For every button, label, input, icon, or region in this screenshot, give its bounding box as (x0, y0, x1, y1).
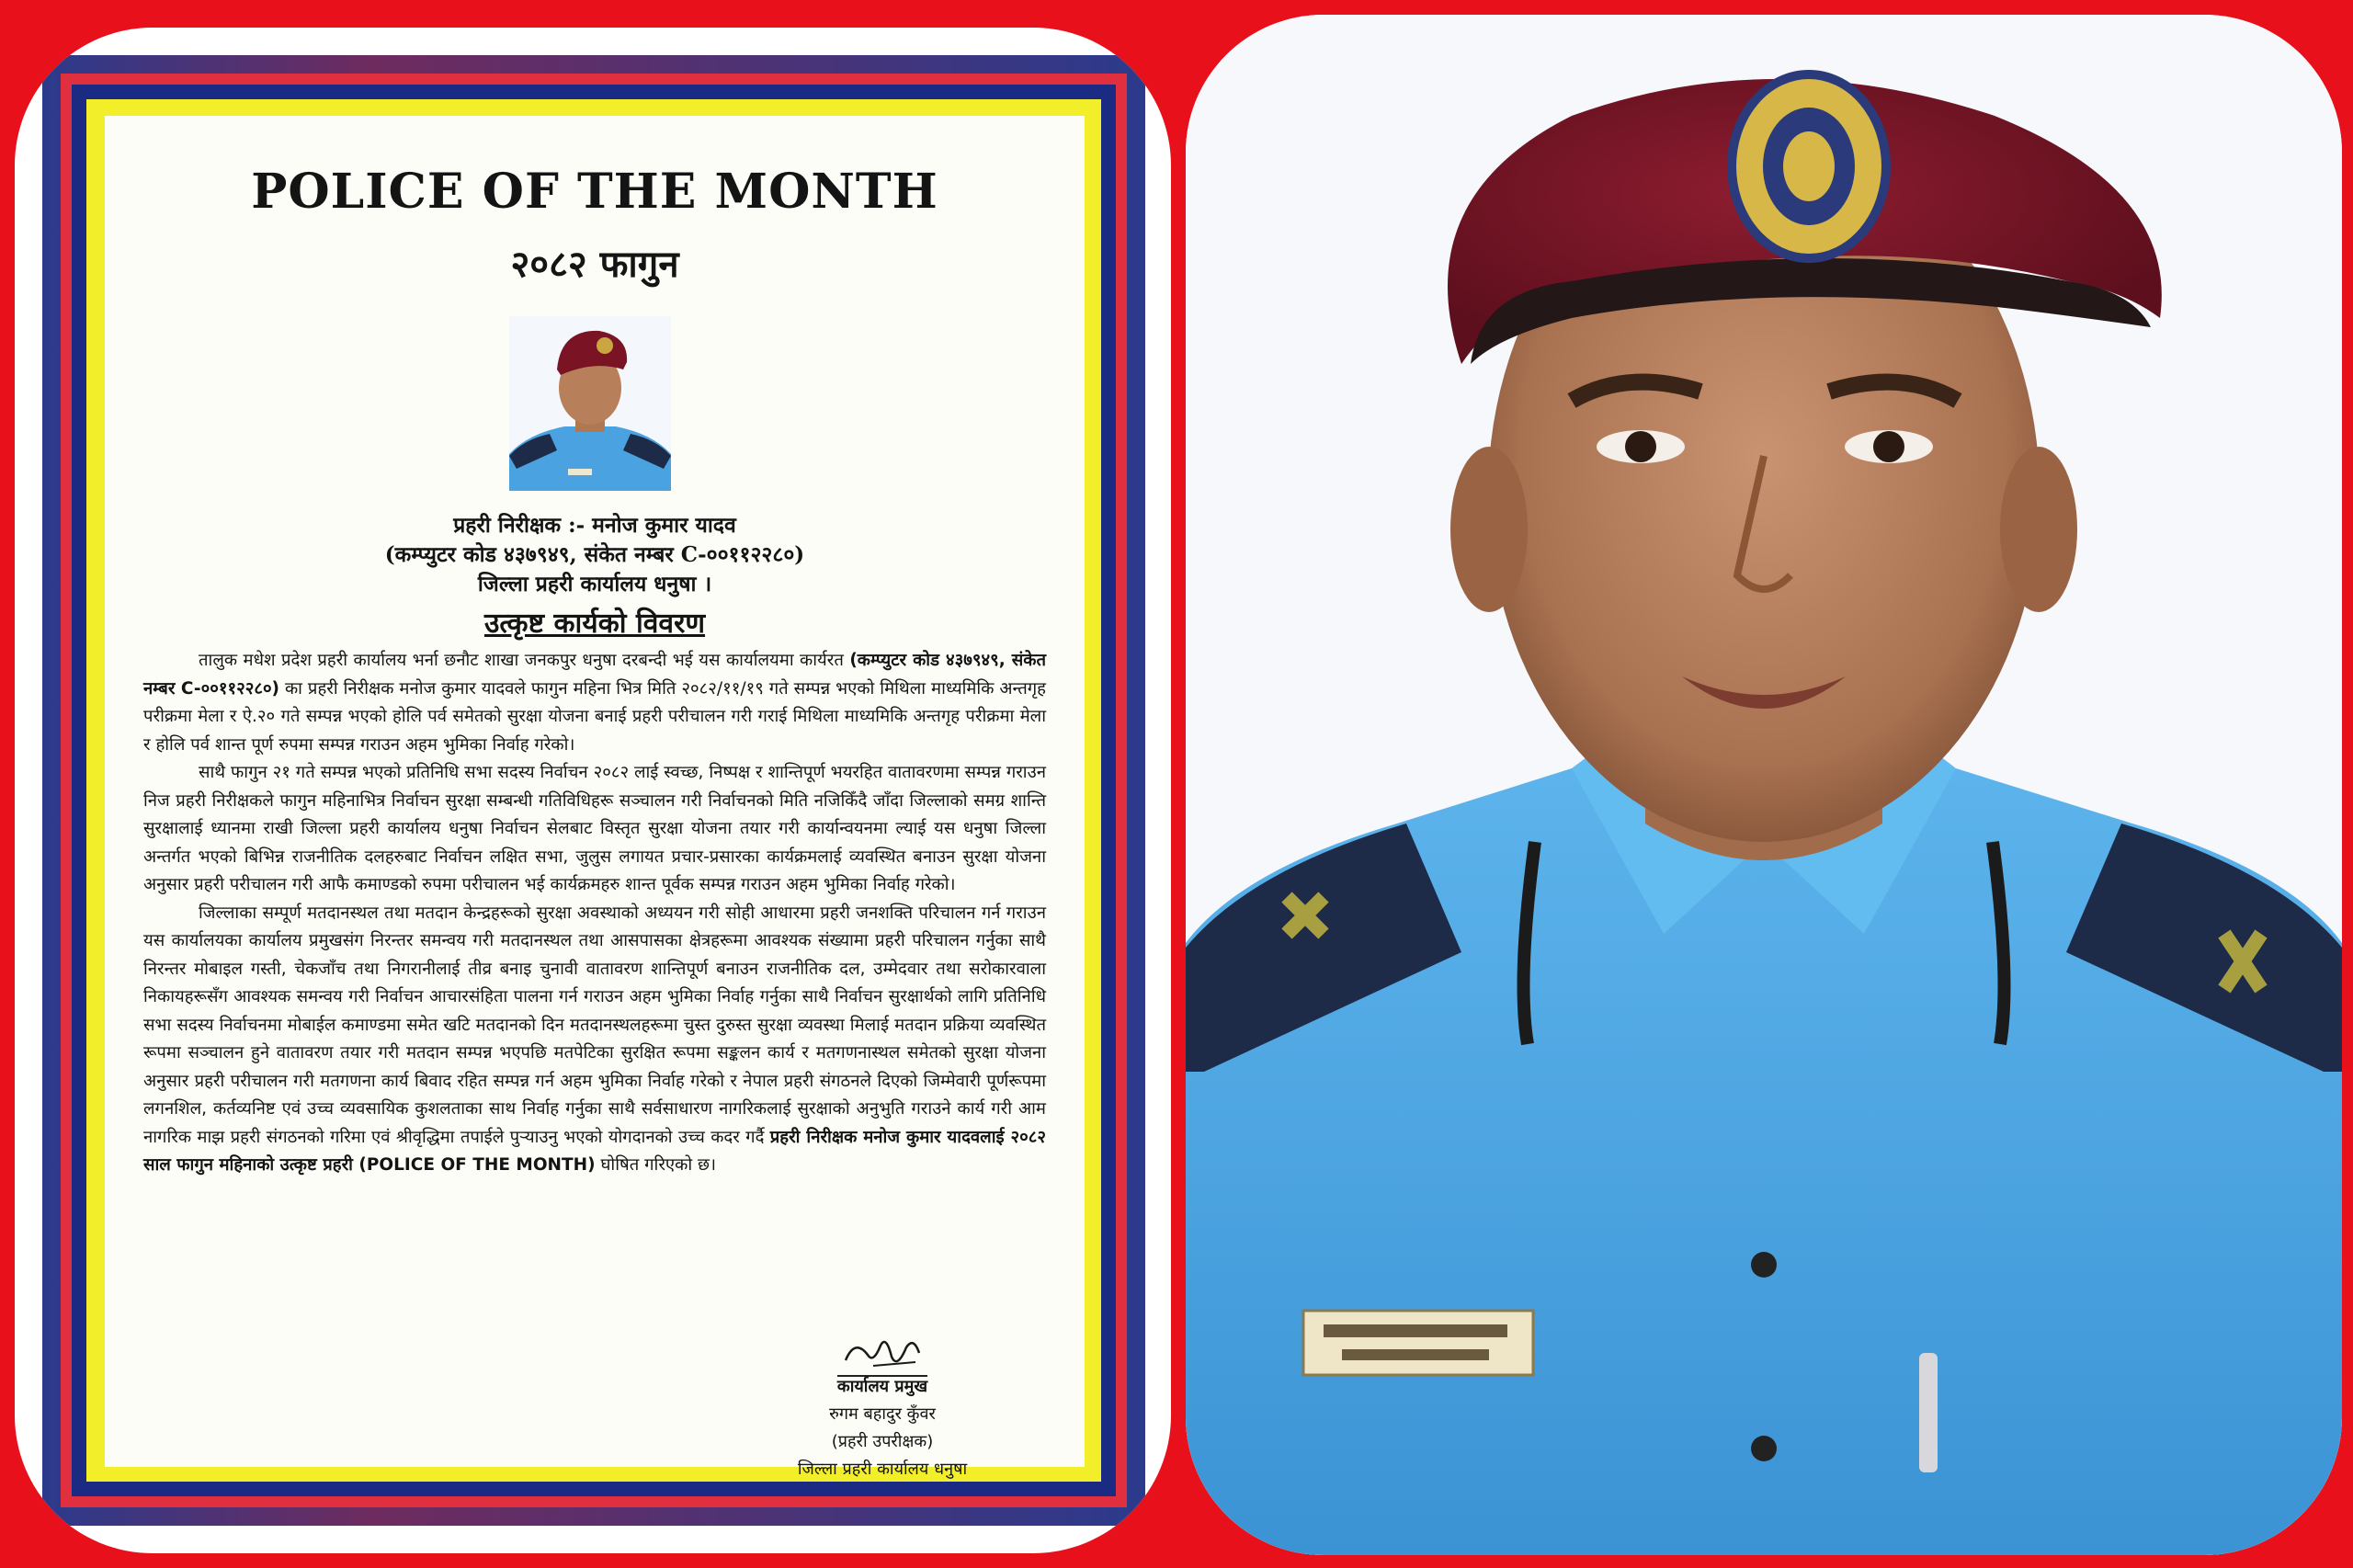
signature-office: जिल्ला प्रहरी कार्यालय धनुषा (797, 1460, 968, 1479)
handwritten-signature (745, 1329, 1020, 1373)
paragraph-1: तालुक मधेश प्रदेश प्रहरी कार्यालय भर्ना छनौट शाखा जनकपुर धनुषा दरबन्दी भई यस कार्यालयमा कार्यरत (कम्प्युटर कोड ४३७९४९, संकेत नम्बर C-००११२२८०) का प्रहरी निरीक्षक मनोज कुमार यादवले फागुन महिना भित्र मिति २०८२/११/१९ गते सम्पन्न भएको मिथिला माध्यमिकि अन्तगृह परीक्रमा मेला र ऐ.२० गते सम्पन्न भएको होलि पर्व समेतको सुरक्षा योजना बनाई प्रहरी परीचालन गरी गराई मिथिला माध्यमिकि अन्तगृह परीक्रमा मेला र होलि पर्व शान्त पूर्ण रुपमा सम्पन्न गराउन अहम भुमिका निर्वाह गरेको। (143, 651, 1046, 755)
poster-frame (15, 28, 1171, 1553)
officer-code-line: (कम्प्युटर कोड ४३७९४९, संकेत नम्बर C-००११२२८०) (384, 542, 805, 567)
signature-title: कार्यालय प्रमुख (836, 1377, 928, 1396)
poster-subtitle: २०८२ फागुन (510, 243, 679, 286)
section-heading: उत्कृष्ट कार्यको विवरण (483, 608, 706, 640)
signature-name: रुगम बहादुर कुँवर (829, 1404, 936, 1424)
officer-office-line: जिल्ला प्रहरी कार्यालय धनुषा । (477, 572, 712, 597)
officer-thumbnail (509, 316, 671, 491)
officer-name-line: प्रहरी निरीक्षक :- मनोज कुमार यादव (453, 513, 736, 538)
poster-paper (105, 116, 1085, 1479)
paragraph-2: साथै फागुन २१ गते सम्पन्न भएको प्रतिनिधि सभा सदस्य निर्वाचन २०८२ लाई स्वच्छ, निष्पक्ष र शान्तिपूर्ण भयरहित वातावरणमा सम्पन्न गराउन निज प्रहरी निरीक्षकले फागुन महिनाभित्र निर्वाचन सुरक्षा सम्बन्धी गतिविधिहरू सञ्चालन गरी निर्वाचनको मिति नजिकिँदै जाँदा जिल्लाको समग्र शान्ति सुरक्षालाई ध्यानमा राखी जिल्ला प्रहरी कार्यालय धनुषा निर्वाचन सेलबाट विस्तृत सुरक्षा योजना तयार गरी कार्यान्वयनमा ल्याई यस धनुषा जिल्ला अन्तर्गत भएको बिभिन्न राजनीतिक दलहरुबाट निर्वाचन लक्षित सभा, जुलुस लगायत प्रचार-प्रसारका कार्यक्रमलाई व्यवस्थित बनाउन सुरक्षा योजना अनुसार प्रहरी परीचालन गरी आफै कमाण्डको रुपमा परीचालन भई कार्यक्रमहरु शान्त पूर्वक सम्पन्न गराउन अहम भुमिका निर्वाह गरेको। (143, 763, 1046, 894)
signature-block (745, 1329, 1020, 1483)
paragraph-3: जिल्लाका सम्पूर्ण मतदानस्थल तथा मतदान केन्द्रहरूको सुरक्षा अवस्थाको अध्ययन गरी सोही आधारमा प्रहरी जनशक्ति परिचालन गर्न गराउन यस कार्यालयका कार्यालय प्रमुखसंग निरन्तर समन्वय गरी मतदानस्थल तथा आसपासका क्षेत्रहरूमा आवश्यक संख्यामा प्रहरी परिचालन गर्नुका साथै निरन्तर मोबाइल गस्ती, चेकजाँच तथा निगरानीलाई तीव्र बनाइ चुनावी वातावरण शान्तिपूर्ण बनाउन राजनीतिक दल, उम्मेदवार तथा सरोकारवाला निकायहरूसँग आवश्यक समन्वय गरी निर्वाचन आचारसंहिता पालना गर्न गराउन अहम भुमिका निर्वाह गर्नुका साथै निर्वाचन सुरक्षार्थको लागि प्रतिनिधि सभा सदस्य निर्वाचनमा मोबाईल कमाण्डमा समेत खटि मतदानको दिन मतदानस्थलहरूमा चुस्त दुरुस्त सुरक्षा व्यवस्था मिलाई मतदान प्रक्रिया व्यवस्थित रूपमा सञ्चालन हुने वातावरण तयार गरी मतदान सम्पन्न भएपछि मतपेटिका सुरक्षित रूपमा सङ्कलन कार्य र मतगणनास्थल समेतको सुरक्षा योजना अनुसार प्रहरी परीचालन गरी मतगणना कार्य बिवाद रहित सम्पन्न गर्न अहम भुमिका निर्वाह गरेको र नेपाल प्रहरी संगठनले दिएको जिम्मेवारी पूर्णरूपमा लगनशिल, कर्तव्यनिष्ट एवं उच्च व्यवसायिक कुशलताका साथ निर्वाह गर्नुका साथै सर्वसाधारण नागरिकलाई सुरक्षाको अनुभुति गराउने कार्य गरी आम नागरिक माझ प्रहरी संगठनको गरिमा एवं श्रीवृद्धिमा तपाईले पुऱ्याउनु भएको योगदानको उच्च कदर गर्दै प्रहरी निरीक्षक मनोज कुमार यादवलाई २०८२ साल फागुन महिनाको उत्कृष्ट प्रहरी (POLICE OF THE MONTH) घोषित गरिएको छ। (143, 903, 1046, 1175)
portrait-frame (1186, 15, 2342, 1555)
officer-portrait (1186, 15, 2342, 1555)
signature-rank: (प्रहरी उपरीक्षक) (831, 1432, 934, 1451)
poster-title: POLICE OF THE MONTH (251, 164, 938, 220)
poster-body (143, 647, 1046, 1180)
